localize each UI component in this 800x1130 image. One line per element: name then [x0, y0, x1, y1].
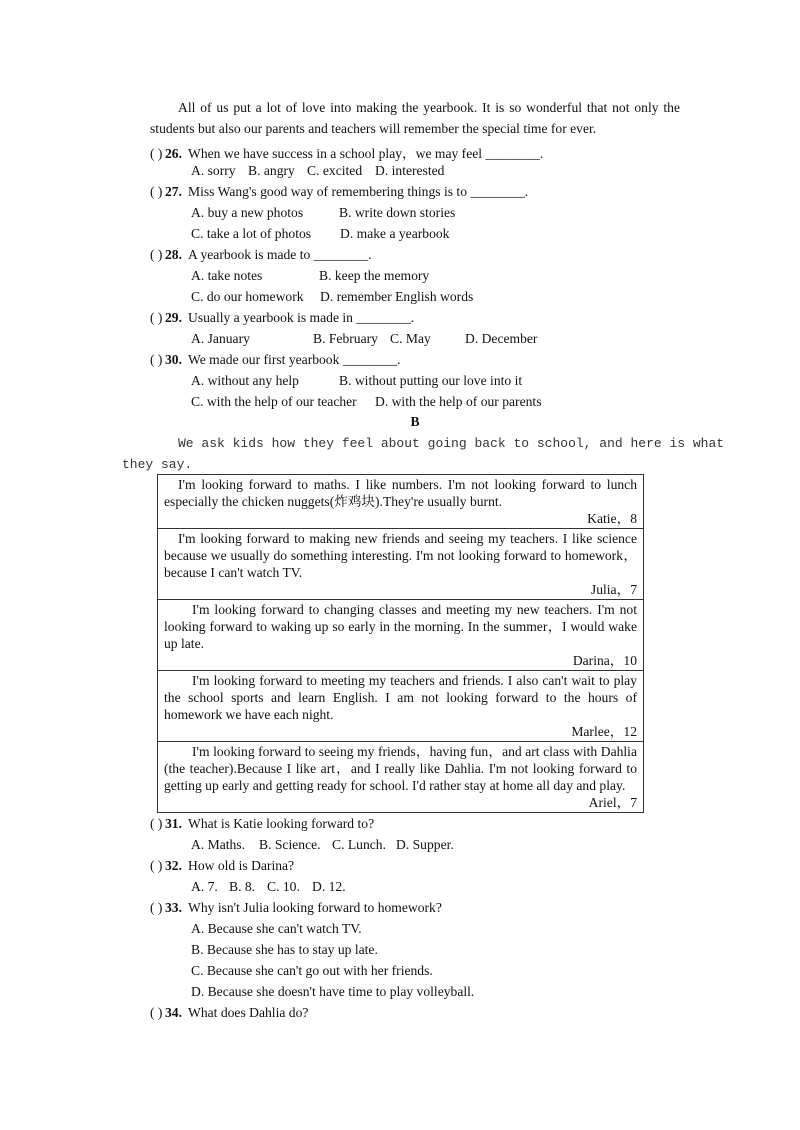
option-d[interactable]: D. Supper.: [396, 837, 454, 852]
question-number: 32.: [165, 858, 182, 873]
question-stem: We made our first yearbook ________.: [188, 352, 401, 367]
quote-cell: [158, 599, 643, 670]
quote-signature: Darina，10: [572, 653, 637, 668]
answer-bracket[interactable]: ( ): [150, 858, 163, 873]
question-stem: A yearbook is made to ________.: [188, 247, 372, 262]
question-30: [150, 352, 401, 368]
question-number: 28.: [165, 247, 182, 262]
question-33: [150, 900, 442, 916]
option-b[interactable]: B. 8.: [229, 879, 256, 894]
option-c[interactable]: C. Lunch.: [332, 837, 386, 852]
option-d[interactable]: D. remember English words: [320, 289, 474, 304]
option-c[interactable]: C. excited: [307, 163, 363, 178]
option-c[interactable]: C. Because she can't go out with her friends.: [191, 963, 433, 978]
option-a[interactable]: A. without any help: [191, 373, 299, 388]
option-a[interactable]: A. buy a new photos: [191, 205, 304, 220]
answer-bracket[interactable]: ( ): [150, 900, 163, 915]
quote-text: I'm looking forward to seeing my friends，having fun，and art class with Dahlia (the teacher).Because I like art，and I really like Dahlia. I'm not looking forward to getting up early and getting ready for school. I'd rather stay at home all day and play.: [164, 744, 637, 793]
answer-bracket[interactable]: ( ): [150, 816, 163, 831]
answer-bracket[interactable]: ( ): [150, 310, 163, 325]
question-number: 26.: [165, 146, 182, 161]
quote-cell: [158, 528, 643, 599]
question-number: 30.: [165, 352, 182, 367]
quote-signature: Katie，8: [587, 511, 637, 526]
answer-bracket[interactable]: ( ): [150, 184, 163, 199]
quote-signature: Julia，7: [590, 582, 637, 597]
kids-quotes-table: [157, 474, 644, 813]
question-number: 29.: [165, 310, 182, 325]
question-stem: Why isn't Julia looking forward to homework?: [188, 900, 442, 915]
question-28: [150, 247, 372, 263]
intro-paragraph: All of us put a lot of love into making the yearbook. It is so wonderful that not only the students but also our parents and teachers will remember the special time for ever.: [150, 100, 680, 136]
quote-text: I'm looking forward to making new friends and seeing my teachers. I like science because we usually do something interesting. I'm not looking forward to homework，because I can't watch TV.: [164, 531, 637, 580]
option-b[interactable]: B. Because she has to stay up late.: [191, 942, 378, 957]
section-intro-line-2: they say.: [122, 457, 193, 472]
question-31: [150, 816, 374, 832]
question-stem: Miss Wang's good way of remembering things is to ________.: [188, 184, 529, 199]
option-d[interactable]: D. with the help of our parents: [375, 394, 542, 409]
section-intro-line-1: We ask kids how they feel about going back to school, and here is what: [178, 436, 725, 451]
option-c[interactable]: C. May: [390, 331, 431, 346]
question-29: [150, 310, 414, 326]
question-32: [150, 858, 294, 874]
option-b[interactable]: B. February: [313, 331, 378, 346]
answer-bracket[interactable]: ( ): [150, 1005, 163, 1020]
question-number: 34.: [165, 1005, 182, 1020]
question-number: 31.: [165, 816, 182, 831]
option-d[interactable]: D. December: [465, 331, 538, 346]
quote-signature: Marlee，12: [571, 724, 637, 739]
option-c[interactable]: C. with the help of our teacher: [191, 394, 357, 409]
option-c[interactable]: C. 10.: [267, 879, 300, 894]
quote-text: I'm looking forward to meeting my teachers and friends. I also can't wait to play the school sports and learn English. I am not looking forward to the hours of homework we have each night.: [164, 673, 637, 722]
option-d[interactable]: D. make a yearbook: [340, 226, 450, 241]
question-number: 27.: [165, 184, 182, 199]
quote-signature: Ariel，7: [588, 795, 637, 810]
quote-cell: [158, 475, 643, 528]
option-a[interactable]: A. 7.: [191, 879, 218, 894]
option-c[interactable]: C. take a lot of photos: [191, 226, 312, 241]
option-d[interactable]: D. 12.: [312, 879, 346, 894]
option-b[interactable]: B. without putting our love into it: [339, 373, 523, 388]
question-stem: How old is Darina?: [188, 858, 295, 873]
quote-cell: [158, 741, 643, 812]
option-d[interactable]: D. Because she doesn't have time to play volleyball.: [191, 984, 475, 999]
quote-text: I'm looking forward to maths. I like numbers. I'm not looking forward to lunch especially the chicken nuggets(炸鸡块).They're usually burnt.: [164, 477, 637, 509]
answer-bracket[interactable]: ( ): [150, 352, 163, 367]
quote-cell: [158, 670, 643, 741]
section-heading: B: [410, 414, 420, 429]
question-stem: What does Dahlia do?: [188, 1005, 309, 1020]
option-a[interactable]: A. sorry: [191, 163, 236, 178]
option-b[interactable]: B. write down stories: [339, 205, 456, 220]
question-34: [150, 1005, 308, 1021]
question-stem: When we have success in a school play，we may feel ________.: [188, 146, 544, 161]
answer-bracket[interactable]: ( ): [150, 247, 163, 262]
option-a[interactable]: A. take notes: [191, 268, 263, 283]
question-stem: Usually a yearbook is made in ________.: [188, 310, 415, 325]
option-b[interactable]: B. Science.: [259, 837, 321, 852]
question-stem: What is Katie looking forward to?: [188, 816, 375, 831]
option-b[interactable]: B. keep the memory: [319, 268, 430, 283]
option-a[interactable]: A. January: [191, 331, 250, 346]
option-c[interactable]: C. do our homework: [191, 289, 304, 304]
question-27: [150, 184, 528, 200]
quote-text: I'm looking forward to changing classes and meeting my new teachers. I'm not looking forward to waking up so early in the morning. In the summer，I would wake up late.: [164, 602, 637, 651]
question-26: [150, 142, 543, 162]
option-a[interactable]: A. Because she can't watch TV.: [191, 921, 362, 936]
option-d[interactable]: D. interested: [375, 163, 445, 178]
answer-bracket[interactable]: ( ): [150, 146, 163, 161]
option-a[interactable]: A. Maths.: [191, 837, 245, 852]
question-number: 33.: [165, 900, 182, 915]
option-b[interactable]: B. angry: [248, 163, 295, 178]
